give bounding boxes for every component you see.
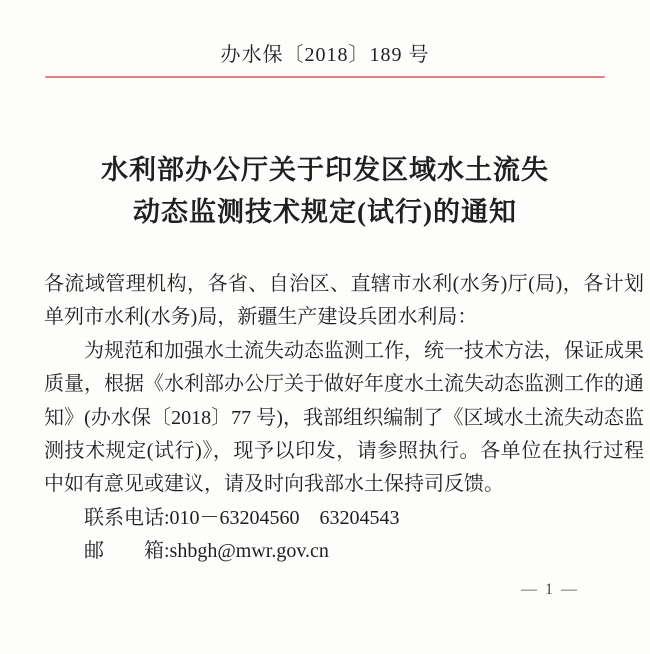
doc-number: 办水保〔2018〕189 号 <box>220 44 430 66</box>
contact-email-line: 邮 箱:shbgh@mwr.gov.cn <box>84 540 329 563</box>
salutation-paragraph: 各流域管理机构，各省、自治区、直辖市水利(水务)厅(局)，各计划单列市水利(水务)局，新疆生产建设兵团水利局： <box>44 273 644 329</box>
title-line-1: 水利部办公厅关于印发区域水土流失 <box>101 155 549 185</box>
document-body <box>44 268 644 569</box>
red-divider-line <box>45 76 605 78</box>
title-line-2: 动态监测技术规定(试行)的通知 <box>133 197 517 227</box>
contact-phone-line: 联系电话:010－63204560 63204543 <box>84 506 400 529</box>
document-title <box>0 149 650 233</box>
page-number: — 1 — <box>521 581 579 598</box>
main-paragraph: 为规范和加强水土流失动态监测工作，统一技术方法，保证成果质量，根据《水利部办公厅关于做好年度水土流失动态监测工作的通知》(办水保〔2018〕77 号)，我部组织编制了《区域水土流失动态监测技术规定(试行)》，现予以印发，请参照执行。各单位在执行过程中如有意见或建议，请及时向我部水土保持司反馈。 <box>44 339 644 496</box>
